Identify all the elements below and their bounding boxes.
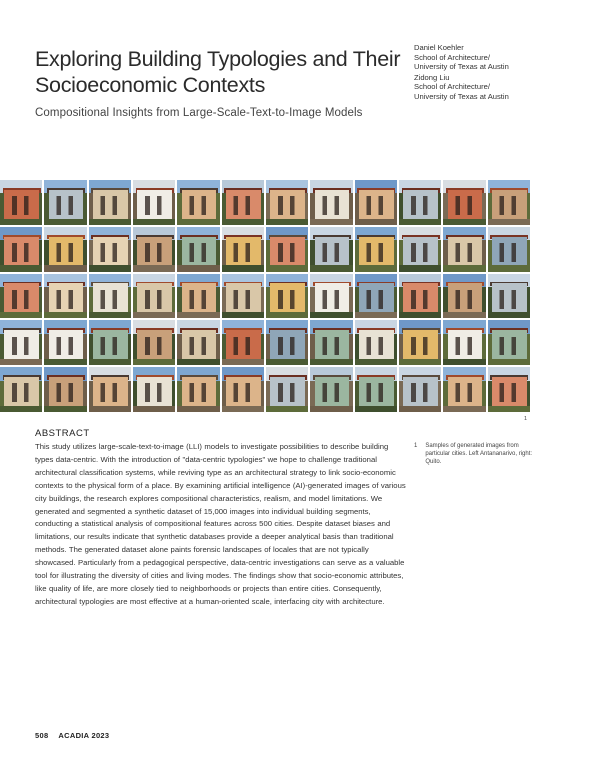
tile-ground bbox=[355, 359, 397, 365]
tile-ground bbox=[266, 406, 308, 412]
generated-building-image bbox=[488, 180, 530, 225]
generated-building-image bbox=[443, 227, 485, 272]
generated-building-image bbox=[89, 367, 131, 412]
tile-ground bbox=[443, 359, 485, 365]
tile-ground bbox=[399, 312, 441, 318]
tile-ground bbox=[89, 359, 131, 365]
tile-ground bbox=[44, 406, 86, 412]
tile-windows bbox=[140, 383, 170, 402]
generated-building-image bbox=[399, 227, 441, 272]
tile-ground bbox=[443, 406, 485, 412]
tile-windows bbox=[450, 290, 480, 309]
tile-windows bbox=[95, 337, 125, 356]
generated-building-image bbox=[355, 320, 397, 365]
tile-windows bbox=[317, 290, 347, 309]
generated-building-image bbox=[443, 367, 485, 412]
paper-subtitle: Compositional Insights from Large-Scale-Text-to-Image Models bbox=[35, 107, 363, 119]
tile-windows bbox=[361, 196, 391, 215]
tile-windows bbox=[140, 290, 170, 309]
tile-windows bbox=[51, 383, 81, 402]
generated-building-image bbox=[177, 367, 219, 412]
generated-building-image bbox=[44, 274, 86, 319]
tile-ground bbox=[310, 312, 352, 318]
tile-ground bbox=[488, 265, 530, 271]
generated-building-image bbox=[44, 367, 86, 412]
generated-building-image bbox=[310, 227, 352, 272]
tile-ground bbox=[355, 312, 397, 318]
author-affiliation: School of Architecture/ bbox=[414, 82, 490, 92]
tile-ground bbox=[133, 265, 175, 271]
tile-windows bbox=[273, 383, 303, 402]
tile-ground bbox=[488, 359, 530, 365]
generated-building-image bbox=[0, 274, 42, 319]
tile-ground bbox=[177, 359, 219, 365]
author-affiliation: School of Architecture/ bbox=[414, 52, 490, 62]
tile-ground bbox=[222, 406, 264, 412]
tile-windows bbox=[494, 337, 524, 356]
tile-ground bbox=[266, 265, 308, 271]
generated-building-image bbox=[443, 320, 485, 365]
tile-windows bbox=[450, 196, 480, 215]
tile-windows bbox=[406, 196, 436, 215]
tile-windows bbox=[494, 290, 524, 309]
tile-windows bbox=[184, 243, 214, 262]
tile-ground bbox=[488, 406, 530, 412]
tile-ground bbox=[0, 312, 42, 318]
tile-windows bbox=[450, 383, 480, 402]
tile-windows bbox=[184, 196, 214, 215]
tile-ground bbox=[399, 265, 441, 271]
generated-building-image bbox=[222, 227, 264, 272]
tile-windows bbox=[273, 337, 303, 356]
generated-building-image bbox=[399, 274, 441, 319]
author-block bbox=[414, 43, 584, 103]
generated-building-image bbox=[89, 227, 131, 272]
tile-windows bbox=[361, 243, 391, 262]
tile-windows bbox=[317, 337, 347, 356]
generated-building-image bbox=[310, 320, 352, 365]
tile-windows bbox=[273, 243, 303, 262]
tile-windows bbox=[228, 196, 258, 215]
tile-ground bbox=[89, 219, 131, 225]
tile-ground bbox=[355, 265, 397, 271]
tile-windows bbox=[7, 290, 37, 309]
tile-ground bbox=[399, 219, 441, 225]
tile-ground bbox=[443, 219, 485, 225]
tile-ground bbox=[355, 406, 397, 412]
tile-ground bbox=[177, 312, 219, 318]
tile-ground bbox=[44, 265, 86, 271]
tile-windows bbox=[95, 243, 125, 262]
page-number: 508 bbox=[35, 731, 49, 740]
generated-building-image bbox=[355, 227, 397, 272]
tile-windows bbox=[184, 383, 214, 402]
generated-building-image bbox=[133, 274, 175, 319]
tile-windows bbox=[51, 290, 81, 309]
generated-building-image bbox=[89, 274, 131, 319]
generated-building-image bbox=[0, 227, 42, 272]
generated-building-image bbox=[488, 274, 530, 319]
tile-ground bbox=[133, 312, 175, 318]
tile-windows bbox=[7, 383, 37, 402]
tile-ground bbox=[355, 219, 397, 225]
tile-windows bbox=[140, 196, 170, 215]
tile-windows bbox=[7, 196, 37, 215]
tile-windows bbox=[140, 243, 170, 262]
tile-ground bbox=[266, 312, 308, 318]
tile-windows bbox=[494, 243, 524, 262]
generated-building-image bbox=[399, 367, 441, 412]
tile-ground bbox=[222, 359, 264, 365]
generated-building-image bbox=[44, 180, 86, 225]
tile-windows bbox=[228, 243, 258, 262]
generated-building-image bbox=[310, 180, 352, 225]
generated-building-image bbox=[89, 320, 131, 365]
paper-title: Exploring Building Typologies and Their Socioeconomic Contexts bbox=[35, 47, 401, 97]
tile-windows bbox=[494, 383, 524, 402]
generated-building-image bbox=[488, 227, 530, 272]
generated-building-image bbox=[266, 227, 308, 272]
generated-building-image bbox=[488, 367, 530, 412]
generated-building-image bbox=[266, 180, 308, 225]
tile-windows bbox=[51, 196, 81, 215]
generated-building-image bbox=[44, 320, 86, 365]
generated-building-image bbox=[177, 320, 219, 365]
tile-ground bbox=[443, 265, 485, 271]
generated-building-image bbox=[177, 274, 219, 319]
figure-image-mosaic bbox=[0, 180, 530, 412]
tile-ground bbox=[89, 406, 131, 412]
tile-ground bbox=[222, 312, 264, 318]
tile-ground bbox=[488, 219, 530, 225]
generated-building-image bbox=[133, 367, 175, 412]
tile-ground bbox=[133, 406, 175, 412]
tile-ground bbox=[443, 312, 485, 318]
tile-windows bbox=[140, 337, 170, 356]
generated-building-image bbox=[222, 180, 264, 225]
generated-building-image bbox=[222, 274, 264, 319]
caption-text: Samples of generated images from particular cities. Left Antananarivo, right: Quito. bbox=[425, 443, 533, 465]
generated-building-image bbox=[355, 274, 397, 319]
tile-ground bbox=[310, 406, 352, 412]
generated-building-image bbox=[266, 320, 308, 365]
tile-windows bbox=[95, 290, 125, 309]
author-name: Zidong Liu bbox=[414, 72, 450, 82]
tile-ground bbox=[0, 359, 42, 365]
author-2 bbox=[414, 73, 584, 102]
tile-windows bbox=[450, 243, 480, 262]
figure-number: 1 bbox=[524, 416, 528, 422]
generated-building-image bbox=[310, 367, 352, 412]
generated-building-image bbox=[266, 367, 308, 412]
author-1 bbox=[414, 43, 584, 72]
tile-windows bbox=[7, 243, 37, 262]
generated-building-image bbox=[177, 227, 219, 272]
tile-ground bbox=[177, 265, 219, 271]
generated-building-image bbox=[133, 180, 175, 225]
generated-building-image bbox=[310, 274, 352, 319]
generated-building-image bbox=[222, 320, 264, 365]
generated-building-image bbox=[355, 367, 397, 412]
caption-number: 1 bbox=[414, 443, 418, 449]
generated-building-image bbox=[443, 180, 485, 225]
tile-windows bbox=[7, 337, 37, 356]
tile-windows bbox=[95, 383, 125, 402]
generated-building-image bbox=[0, 367, 42, 412]
tile-ground bbox=[399, 406, 441, 412]
tile-windows bbox=[184, 290, 214, 309]
tile-ground bbox=[399, 359, 441, 365]
generated-building-image bbox=[0, 180, 42, 225]
generated-building-image bbox=[89, 180, 131, 225]
generated-building-image bbox=[222, 367, 264, 412]
generated-building-image bbox=[44, 227, 86, 272]
tile-ground bbox=[133, 359, 175, 365]
figure-caption bbox=[414, 442, 534, 466]
tile-windows bbox=[494, 196, 524, 215]
author-affiliation: University of Texas at Austin bbox=[414, 91, 509, 101]
tile-windows bbox=[317, 243, 347, 262]
tile-ground bbox=[266, 359, 308, 365]
tile-windows bbox=[317, 383, 347, 402]
tile-windows bbox=[228, 383, 258, 402]
tile-windows bbox=[361, 290, 391, 309]
abstract-heading: ABSTRACT bbox=[35, 428, 90, 439]
author-name: Daniel Koehler bbox=[414, 43, 464, 52]
tile-ground bbox=[488, 312, 530, 318]
tile-ground bbox=[44, 312, 86, 318]
tile-ground bbox=[222, 219, 264, 225]
tile-windows bbox=[228, 290, 258, 309]
tile-windows bbox=[317, 196, 347, 215]
generated-building-image bbox=[0, 320, 42, 365]
tile-windows bbox=[273, 290, 303, 309]
generated-building-image bbox=[399, 180, 441, 225]
generated-building-image bbox=[488, 320, 530, 365]
tile-windows bbox=[228, 337, 258, 356]
tile-windows bbox=[406, 243, 436, 262]
tile-ground bbox=[310, 219, 352, 225]
generated-building-image bbox=[177, 180, 219, 225]
tile-ground bbox=[89, 312, 131, 318]
generated-building-image bbox=[133, 320, 175, 365]
generated-building-image bbox=[355, 180, 397, 225]
tile-windows bbox=[51, 337, 81, 356]
page-footer bbox=[35, 731, 109, 740]
tile-ground bbox=[0, 406, 42, 412]
tile-ground bbox=[44, 219, 86, 225]
tile-ground bbox=[222, 265, 264, 271]
tile-ground bbox=[133, 219, 175, 225]
tile-ground bbox=[44, 359, 86, 365]
tile-ground bbox=[89, 265, 131, 271]
tile-ground bbox=[266, 219, 308, 225]
tile-windows bbox=[273, 196, 303, 215]
tile-ground bbox=[310, 359, 352, 365]
tile-ground bbox=[177, 406, 219, 412]
tile-ground bbox=[310, 265, 352, 271]
author-affiliation: University of Texas at Austin bbox=[414, 62, 509, 72]
generated-building-image bbox=[266, 274, 308, 319]
generated-building-image bbox=[443, 274, 485, 319]
tile-ground bbox=[0, 219, 42, 225]
abstract-body: This study utilizes large-scale-text-to-image (LLI) models to investigate possibilities to describe building types data-centric. With the introduction of "data-centric typologies" we hope to challenge traditional architectural classification systems, while reviving type as an architectural strategy to link socio-economic contexts to the physical form of a place. By examining artificial intelligence (AI)-generated images of various city buildings, the research explores compositional characteristics, realism, and model limitations. We generated and segmented a synthetic dataset of 15,000 images into individual building segments, conducting a statistical analysis of compositional features across 500 cities. Despite dataset biases and limitations, our results indicate that synthetic databases provide a deeper analytical basis than traditional methods. The generated dataset alone paints forensic landscapes of locales that are not typically showcased. Particularly from a pedagogical perspective, data-centric investigations can serve as a valuable tool for illustrating the diversity of cities and living modes. The findings show that socio-economic attributes, like quality of life, are more closely tied to neighborhoods or projects than entire cities. Consequently, architectural typologies are most effective at a human-oriented scale, interfacing city with architecture. bbox=[35, 442, 406, 606]
tile-windows bbox=[406, 337, 436, 356]
venue-name: ACADIA 2023 bbox=[58, 731, 110, 740]
tile-windows bbox=[406, 383, 436, 402]
tile-windows bbox=[95, 196, 125, 215]
tile-ground bbox=[177, 219, 219, 225]
tile-windows bbox=[361, 337, 391, 356]
tile-windows bbox=[450, 337, 480, 356]
tile-windows bbox=[406, 290, 436, 309]
generated-building-image bbox=[399, 320, 441, 365]
tile-windows bbox=[184, 337, 214, 356]
tile-windows bbox=[51, 243, 81, 262]
tile-ground bbox=[0, 265, 42, 271]
tile-windows bbox=[361, 383, 391, 402]
generated-building-image bbox=[133, 227, 175, 272]
